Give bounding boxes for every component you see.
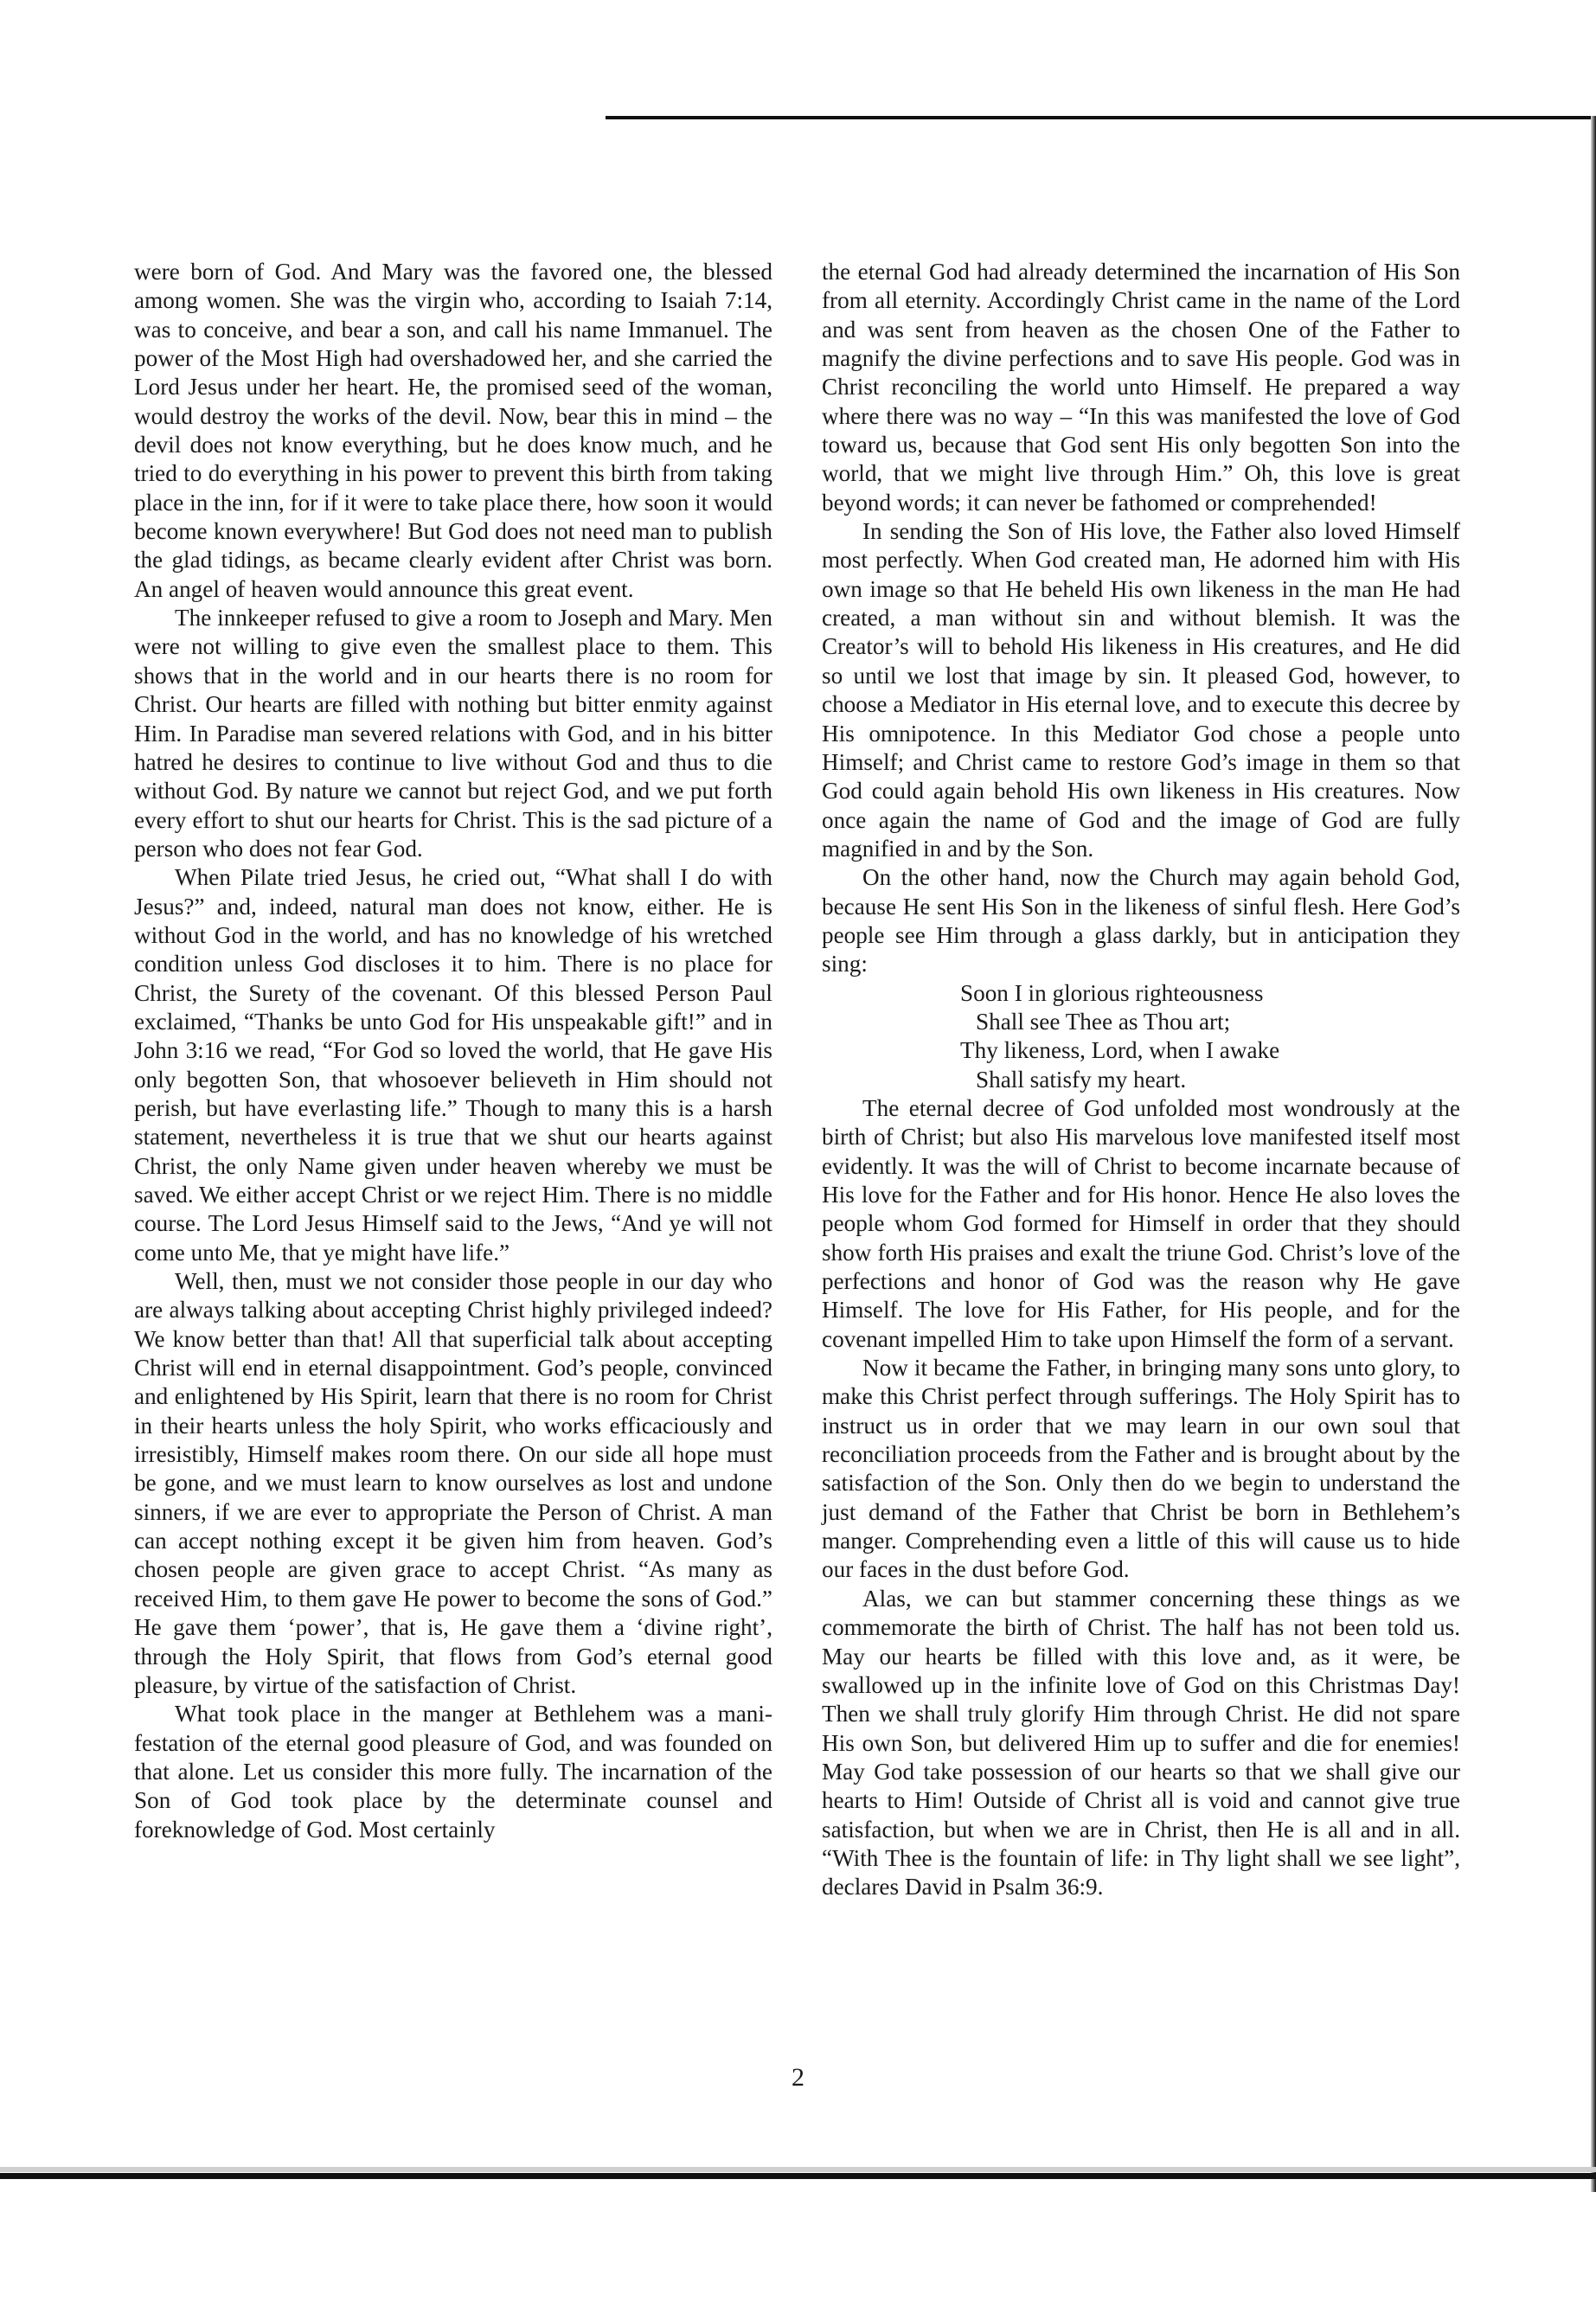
paragraph: were born of God. And Mary was the favored one, the blessed among women. She was the virgin who, according to Isaiah 7:14, was to conceive, and bear a son, and call his name Immanuel. The power of the Most High had overshadowed her, and she carried the Lord Jesus under her heart. He, the promised seed of the woman, would destroy the works of the devil. Now, bear this in mind – the devil does not know everything, but he does know much, and he tried to do everything in his power to prevent this birth from taking place in the inn, for if it were to take place there, how soon it would become known everywhere! But God does not need man to publish the glad tidings, as became clearly evident after Christ was born. An angel of heaven would announce this great event. bbox=[134, 259, 772, 602]
paragraph: Alas, we can but stammer concerning these things as we commemorate the birth of Christ. The half has not been told us. May our hearts be filled with this love and, as it were, be swallowed up in the infinite love of God on this Christmas Day! Then we shall truly glorify Him through Christ. He did not spare His own Son, but delivered Him up to suffer and die for enemies! May God take possession of our hearts so that we shall give our hearts to Him! Outside of Christ all is void and cannot give true satisfaction, but when we are in Christ, then He is all and in all. “With Thee is the fountain of life: in Thy light shall we see light”, declares David in Psalm 36:9. bbox=[822, 1585, 1460, 1900]
poem-stanza bbox=[822, 979, 1460, 1094]
scan-border-bottom bbox=[0, 2173, 1596, 2179]
paragraph: Well, then, must we not consider those people in our day who are always talking about accepting Christ highly privileged indeed? We know better than that! All that superficial talk about accepting Christ will end in eternal disappointment. God’s people, convinced and enlightened by His Spirit, learn that there is no room for Christ in their hearts unless the holy Spirit, who works efficaciously and irresistibly, Himself makes room there. On our side all hope must be gone, and we must learn to know ourselves as lost and undone sinners, if we are ever to appropriate the Person of Christ. A man can accept nothing except it be given him from heaven. God’s chosen people are given grace to accept Christ. “As many as received Him, to them gave He power to become the sons of God.” He gave them ‘power’, that is, He gave them a ‘divine right’, through the Holy Spirit, that flows from God’s eternal good pleasure, by virtue of the satisfaction of Christ. bbox=[134, 1268, 772, 1698]
paragraph: The innkeeper refused to give a room to Joseph and Mary. Men were not willing to give even the smallest place to them. This shows that in the world and in our hearts there is no room for Christ. Our hearts are filled with nothing but bitter enmity against Him. In Paradise man severed relations with God, and in his bitter hatred he desires to continue to live without God and thus to die without God. By nature we cannot but reject God, and we put forth every effort to shut our hearts for Christ. This is the sad picture of a person who does not fear God. bbox=[134, 605, 772, 862]
paragraph: What took place in the manger at Bethlehem was a manifestation of the eternal good pleasure of God, and was founded on that alone. Let us consider this more fully. The incarnation of the Son of God took place by the determinate counsel and foreknowledge of God. Most certainly bbox=[134, 1701, 772, 1843]
poem-line: Shall satisfy my heart. bbox=[976, 1066, 1187, 1093]
right-column bbox=[822, 258, 1460, 1902]
paragraph: In sending the Son of His love, the Father also loved Himself most perfectly. When God created man, He adorned him with His own image so that He beheld His own likeness in the man He had created, a man without sin and without blemish. It was the Creator’s will to behold His likeness in His creatures, and He did so until we lost that image by sin. It pleased God, however, to choose a Mediator in His eternal love, and to execute this decree by His omnipotence. In this Mediator God chose a people unto Himself; and Christ came to restore God’s image in them so that God could again behold His own likeness in His creatures. Now once again the name of God and the image of God are fully magnified in and by the Son. bbox=[822, 518, 1460, 862]
page-number: 2 bbox=[792, 2063, 804, 2092]
poem-line: Thy likeness, Lord, when I awake bbox=[960, 1037, 1280, 1064]
poem-line: Shall see Thee as Thou art; bbox=[976, 1008, 1231, 1035]
scan-border-bottom-shadow bbox=[0, 2167, 1596, 2172]
paragraph: the eternal God had already determined the incarnation of His Son from all eternity. Accordingly Christ came in the name of the Lord and was sent from heaven as the chosen One of the Father to magnify the divine perfections and to save His people. God was in Christ reconciling the world unto Himself. He prepared a way where there was no way – “In this was manifested the love of God toward us, because that God sent His only begotten Son into the world, that we might live through Him.” Oh, this love is great beyond words; it can never be fathomed or comprehended! bbox=[822, 259, 1460, 516]
paragraph: On the other hand, now the Church may again behold God, because He sent His Son in the likeness of sinful flesh. Here God’s people see Him through a glass darkly, but in anticipation they sing: bbox=[822, 864, 1460, 977]
poem-line: Soon I in glorious righteousness bbox=[960, 979, 1264, 1006]
paragraph: The eternal decree of God unfolded most wondrously at the birth of Christ; but also His marvelous love manifested itself most evidently. It was the will of Christ to become incarnate because of His love for the Father and for His honor. Hence He also loves the people whom God formed for Himself in order that they should show forth His praises and exalt the triune God. Christ’s love of the perfections and honor of God was the reason why He gave Himself. The love for His Father, for His people, and for the covenant impelled Him to take upon Himself the form of a servant. bbox=[822, 1094, 1460, 1352]
scan-border-right bbox=[1591, 116, 1596, 2192]
scan-border-top bbox=[606, 116, 1596, 119]
paragraph: Now it became the Father, in bringing many sons unto glory, to make this Christ perfect through sufferings. The Holy Spirit has to instruct us in order that we may learn in our own soul that reconciliation proceeds from the Father and is brought about by the satisfaction of the Son. Only then do we begin to understand the just demand of the Father that Christ be born in Bethlehem’s manger. Comprehending even a little of this will cause us to hide our faces in the dust before God. bbox=[822, 1355, 1460, 1583]
paragraph: When Pilate tried Jesus, he cried out, “What shall I do with Jesus?” and, indeed, natural man does not know, either. He is without God in the world, and has no knowledge of his wretched condition unless God discloses it to him. There is no place for Christ, the Surety of the covenant. Of this blessed Person Paul exclaimed, “Thanks be unto God for His unspeakable gift!” and in John 3:16 we read, “For God so loved the world, that He gave His only begotten Son, that whosoever believeth in Him should not perish, but have everlasting life.” Though to many this is a harsh statement, nevertheless it is true that we shut our hearts against Christ, the only Name given under heaven whereby we must be saved. We either accept Christ or we reject Him. There is no middle course. The Lord Jesus Himself said to the Jews, “And ye will not come unto Me, that ye might have life.” bbox=[134, 864, 772, 1266]
left-column bbox=[134, 258, 772, 1844]
